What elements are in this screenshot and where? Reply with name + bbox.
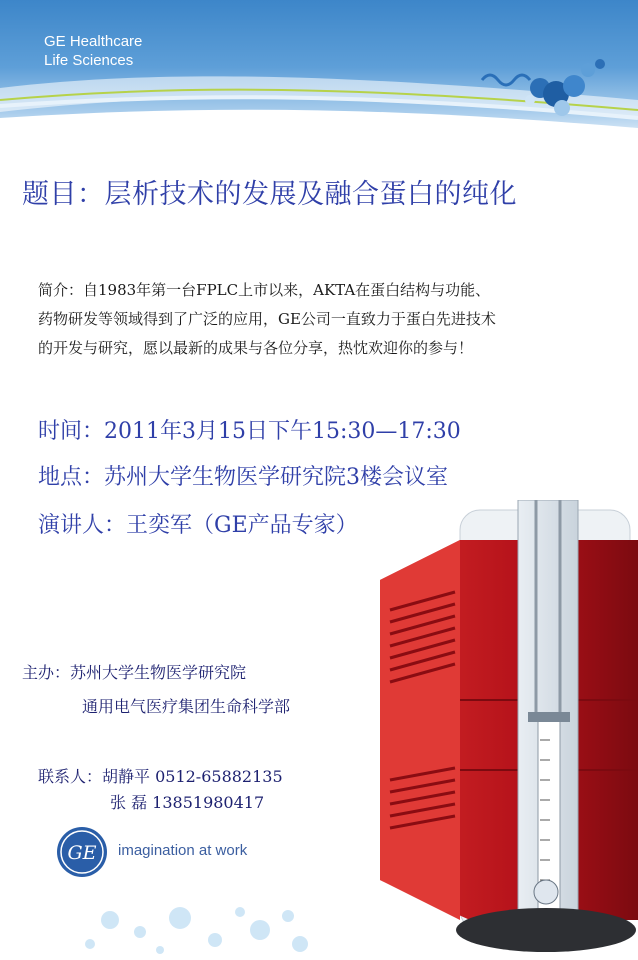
ge-logo-text: GE	[67, 842, 97, 864]
brand-line-2: Life Sciences	[44, 52, 134, 69]
contact-line-2: 张 磊 13851980417	[110, 793, 265, 812]
contact-line-1: 联系人：胡静平 0512-65882135	[38, 767, 283, 786]
brand-line-1: GE Healthcare	[44, 33, 143, 50]
header-banner	[0, 0, 638, 150]
event-time: 时间：2011年3月15日下午15:30—17:30	[38, 419, 461, 444]
chromatography-instrument-image	[360, 500, 638, 960]
intro-paragraph	[38, 276, 618, 363]
event-place: 地点：苏州大学生物医学研究院3楼会议室	[38, 465, 448, 490]
event-speaker: 演讲人：王奕军（GE产品专家）	[38, 513, 358, 538]
bubbles-decoration	[0, 860, 330, 960]
molecule-icon	[470, 50, 620, 130]
ge-healthcare-brand	[44, 32, 142, 70]
intro-line-1: 简介：自1983年第一台FPLC上市以来，AKTA在蛋白结构与功能、	[38, 281, 491, 299]
organizers-block	[22, 656, 290, 724]
talk-title: 题目：层析技术的发展及融合蛋白的纯化	[22, 179, 517, 210]
contact-block	[38, 764, 283, 816]
organizer-line-1: 主办：苏州大学生物医学研究院	[22, 663, 247, 682]
organizer-line-2: 通用电气医疗集团生命科学部	[82, 697, 291, 716]
intro-line-2: 药物研发等领域得到了广泛的应用，GE公司一直致力于蛋白先进技术	[38, 310, 496, 328]
intro-line-3: 的开发与研究，愿以最新的成果与各位分享，热忱欢迎你的参与！	[38, 339, 474, 357]
ge-tagline: imagination at work	[118, 842, 248, 859]
